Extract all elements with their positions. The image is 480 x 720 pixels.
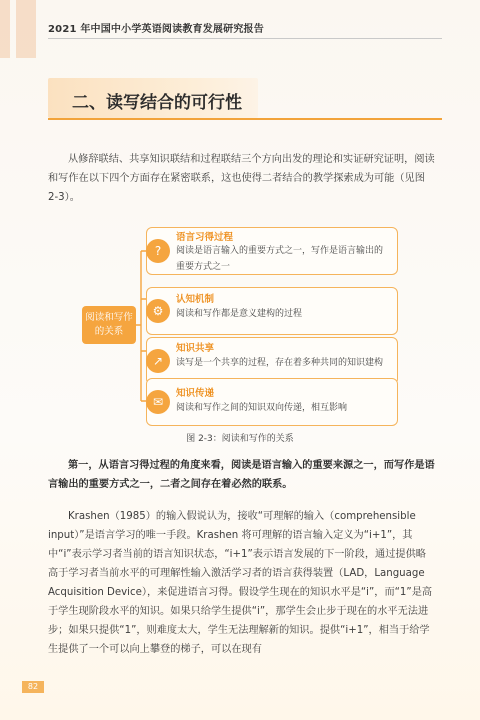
card-text-language-acquisition: 阅读是语言输入的重要方式之一，写作是语言输出的重要方式之一: [176, 246, 384, 272]
intro-paragraph: 从修辞联结、共享知识联结和过程联结三个方向出发的理论和实证研究证明，阅读和写作在以下四个方面存在紧密联系，这也使得二者结合的教学探索成为可能（见图 2-3）。: [48, 154, 435, 203]
card-text-knowledge-transfer: 阅读和写作之间的知识双向传递，相互影响: [176, 403, 348, 413]
knowledge-chart-icon: ↗: [146, 349, 170, 373]
card-title-knowledge-sharing: 知识共享: [176, 343, 215, 354]
corner-decoration-icon: [0, 0, 44, 64]
cognitive-gears-icon: ⚙: [146, 299, 170, 323]
bold-paragraph: 第一，从语言习得过程的角度来看，阅读是语言输入的重要来源之一，而写作是语言输出的重要方式之一，二者之间存在着必然的联系。: [48, 460, 435, 490]
card-title-language-acquisition: 语言习得过程: [176, 232, 234, 243]
page-number: 82: [22, 681, 44, 693]
body-paragraph: Krashen（1985）的输入假说认为，接收“可理解的输入（comprehensible input）”是语言学习的唯一手段。Krashen 将可理解的语言输入定义为“i+1”，其中“i”表示学习者当前的语言知识状态，“i+1”表示语言发展的下一阶段，通过提供略高于学习者当前水平的可理解性输入激活学习者的语言获得装置（LAD，Language Acquisition Device），来促进语言习得。假设学生现在的知识水平是“i”，而“1”是高于学生现阶段水平的知识。如果只给学生提供“i”，那学生会止步于现在的水平无法进步；如果只提供“1”，则难度太大，学生无法理解新的知识。提供“i+1”，相当于给学生提供了一个可以向上攀登的梯子，可以在现有: [48, 511, 433, 655]
card-text-knowledge-sharing: 读写是一个共享的过程，存在着多种共同的知识建构: [176, 358, 384, 368]
running-header: 2021 年中国中小学英语阅读教育发展研究报告: [48, 24, 264, 35]
card-title-knowledge-transfer: 知识传递: [176, 388, 215, 399]
diagram-center-node: 阅读和写作的关系: [82, 306, 136, 344]
header-divider: [48, 38, 442, 39]
card-title-cognitive-mechanism: 认知机制: [176, 294, 215, 305]
section-divider: [48, 118, 442, 120]
card-text-cognitive-mechanism: 阅读和写作都是意义建构的过程: [176, 309, 303, 319]
section-title: 二、读写结合的可行性: [72, 93, 242, 113]
open-book-icon: ✉: [146, 390, 170, 414]
figure-caption: 图 2-3：阅读和写作的关系: [186, 434, 294, 444]
question-bubble-icon: ?: [146, 239, 170, 263]
